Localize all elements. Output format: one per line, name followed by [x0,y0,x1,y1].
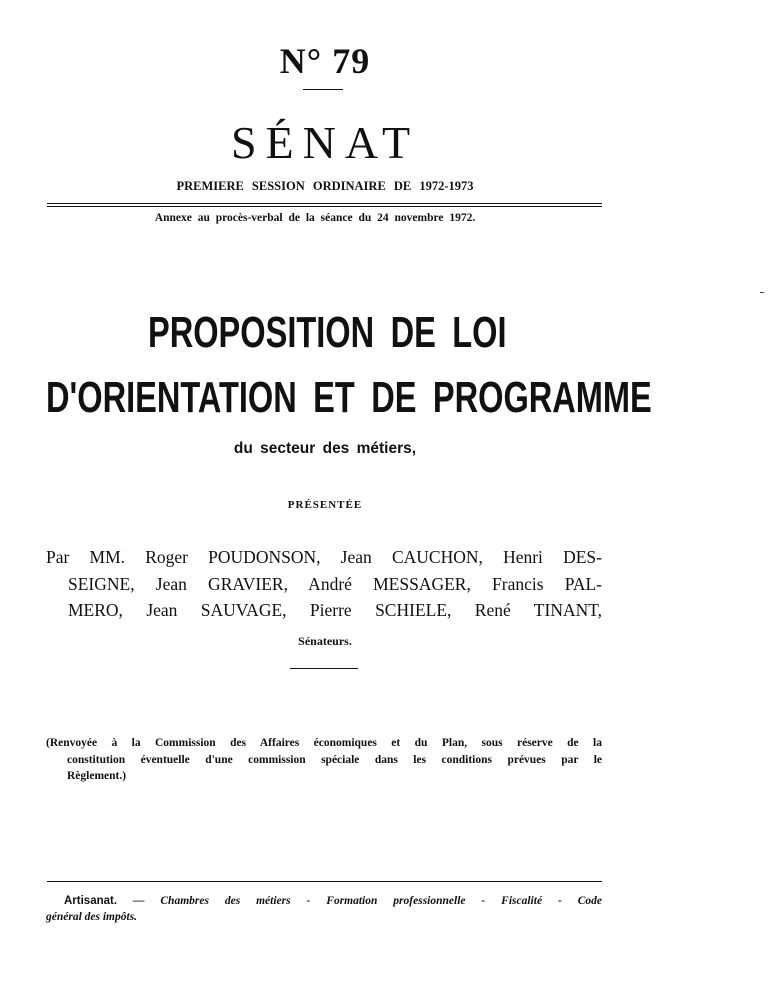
footer-rule [47,881,602,882]
authors-line-1: Par MM. Roger POUDONSON, Jean CAUCHON, Henri DES- [46,547,602,567]
annex-note: Annexe au procès-verbal de la séance du 24 novembre 1972. [154,212,476,224]
number-underline [303,89,343,90]
signatories-rule [290,668,358,669]
referral-line-2: constitution éventuelle d'une commission spéciale dans les conditions prévues par le [67,753,602,766]
footer-line-2: général des impôts. [46,911,138,923]
chamber-title: SÉNAT [230,117,420,168]
referral-line-3: Règlement.) [67,770,127,782]
authors-line-2: SEIGNE, Jean GRAVIER, André MESSAGER, Francis PAL- [68,573,602,594]
document-number: N° 79 [279,41,371,81]
main-title-line-1: PROPOSITION DE LOI [148,308,507,357]
session-line: PREMIERE SESSION ORDINAIRE DE 1972-1973 [176,179,474,193]
authors-line-3: MERO, Jean SAUVAGE, Pierre SCHIELE, René TINANT, [68,600,602,620]
footer-line-1 [64,893,602,909]
header-double-rule [47,203,602,207]
footer-keywords-rest: — Chambres des métiers - Formation professionnelle - Fiscalité - Code [132,895,602,907]
signatories-label: Sénateurs. [298,634,352,648]
referral-note [46,735,602,785]
footer-keywords [46,893,602,925]
referral-line-1: (Renvoyée à la Commission des Affaires économiques et du Plan, sous réserve de la [46,737,602,749]
margin-mark [760,292,764,293]
subtitle: du secteur des métiers, [233,440,417,457]
footer-lead: Artisanat. [64,895,118,907]
authors-block [46,544,602,624]
main-title-line-2: D'ORIENTATION ET DE PROGRAMME [46,373,652,422]
presented-label: PRÉSENTÉE [287,499,363,511]
